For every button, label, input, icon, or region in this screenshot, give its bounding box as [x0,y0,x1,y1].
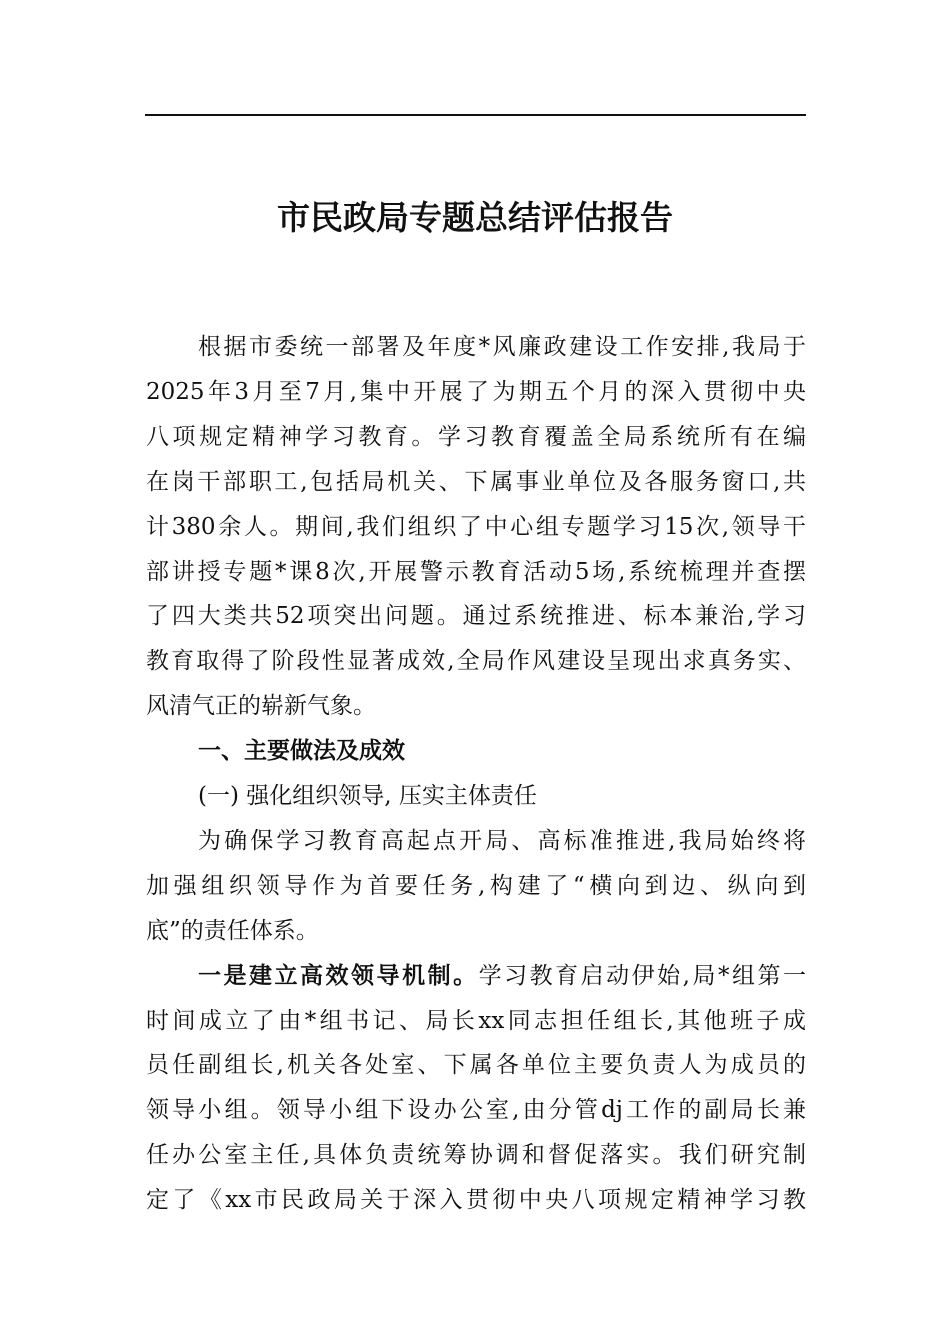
paragraph-line: 时间成立了由*组书记、局长xx同志担任组长,其他班子成 [146,1007,806,1034]
paragraph-line: 风清气正的崭新气象。 [146,693,376,720]
paragraph-line: 根据市委统一部署及年度*风廉政建设工作安排,我局于 [198,334,806,360]
subsection-heading: (一) 强化组织领导, 压实主体责任 [198,783,537,809]
paragraph-line: 计380余人。期间,我们组织了中心组专题学习15次,领导干 [146,513,806,540]
paragraph-line: 为确保学习教育高起点开局、高标准推进,我局始终将 [198,827,806,854]
paragraph-line: 在岗干部职工,包括局机关、下属事业单位及各服务窗口,共 [146,468,806,495]
header-rule [145,114,806,116]
section-heading: 一、主要做法及成效 [198,737,405,765]
paragraph-line: 领导小组。领导小组下设办公室,由分管dj工作的副局长兼 [146,1097,806,1124]
paragraph-line: 员任副组长,机关各处室、下属各单位主要负责人为成员的 [146,1052,806,1079]
paragraph-text: 学习教育启动伊始,局*组第一 [478,962,807,989]
paragraph-line [198,961,806,991]
paragraph-lead: 一是建立高效领导机制。 [198,961,479,989]
paragraph-line: 2025年3月至7月,集中开展了为期五个月的深入贯彻中央 [146,378,806,405]
document-title: 市民政局专题总结评估报告 [277,198,673,237]
paragraph-line: 定了《xx市民政局关于深入贯彻中央八项规定精神学习教 [146,1187,806,1214]
paragraph-line: 教育取得了阶段性显著成效,全局作风建设呈现出求真务实、 [146,648,806,675]
paragraph-line: 部讲授专题*课8次,开展警示教育活动5场,系统梳理并查摆 [146,558,806,585]
paragraph-line: 了四大类共52项突出问题。通过系统推进、标本兼治,学习 [146,603,806,630]
paragraph-line: 加强组织领导作为首要任务,构建了“横向到边、纵向到 [146,872,806,899]
paragraph-line: 任办公室主任,具体负责统筹协调和督促落实。我们研究制 [146,1142,806,1169]
paragraph-line: 底”的责任体系。 [146,917,319,944]
paragraph-line: 八项规定精神学习教育。学习教育覆盖全局系统所有在编 [146,423,806,450]
